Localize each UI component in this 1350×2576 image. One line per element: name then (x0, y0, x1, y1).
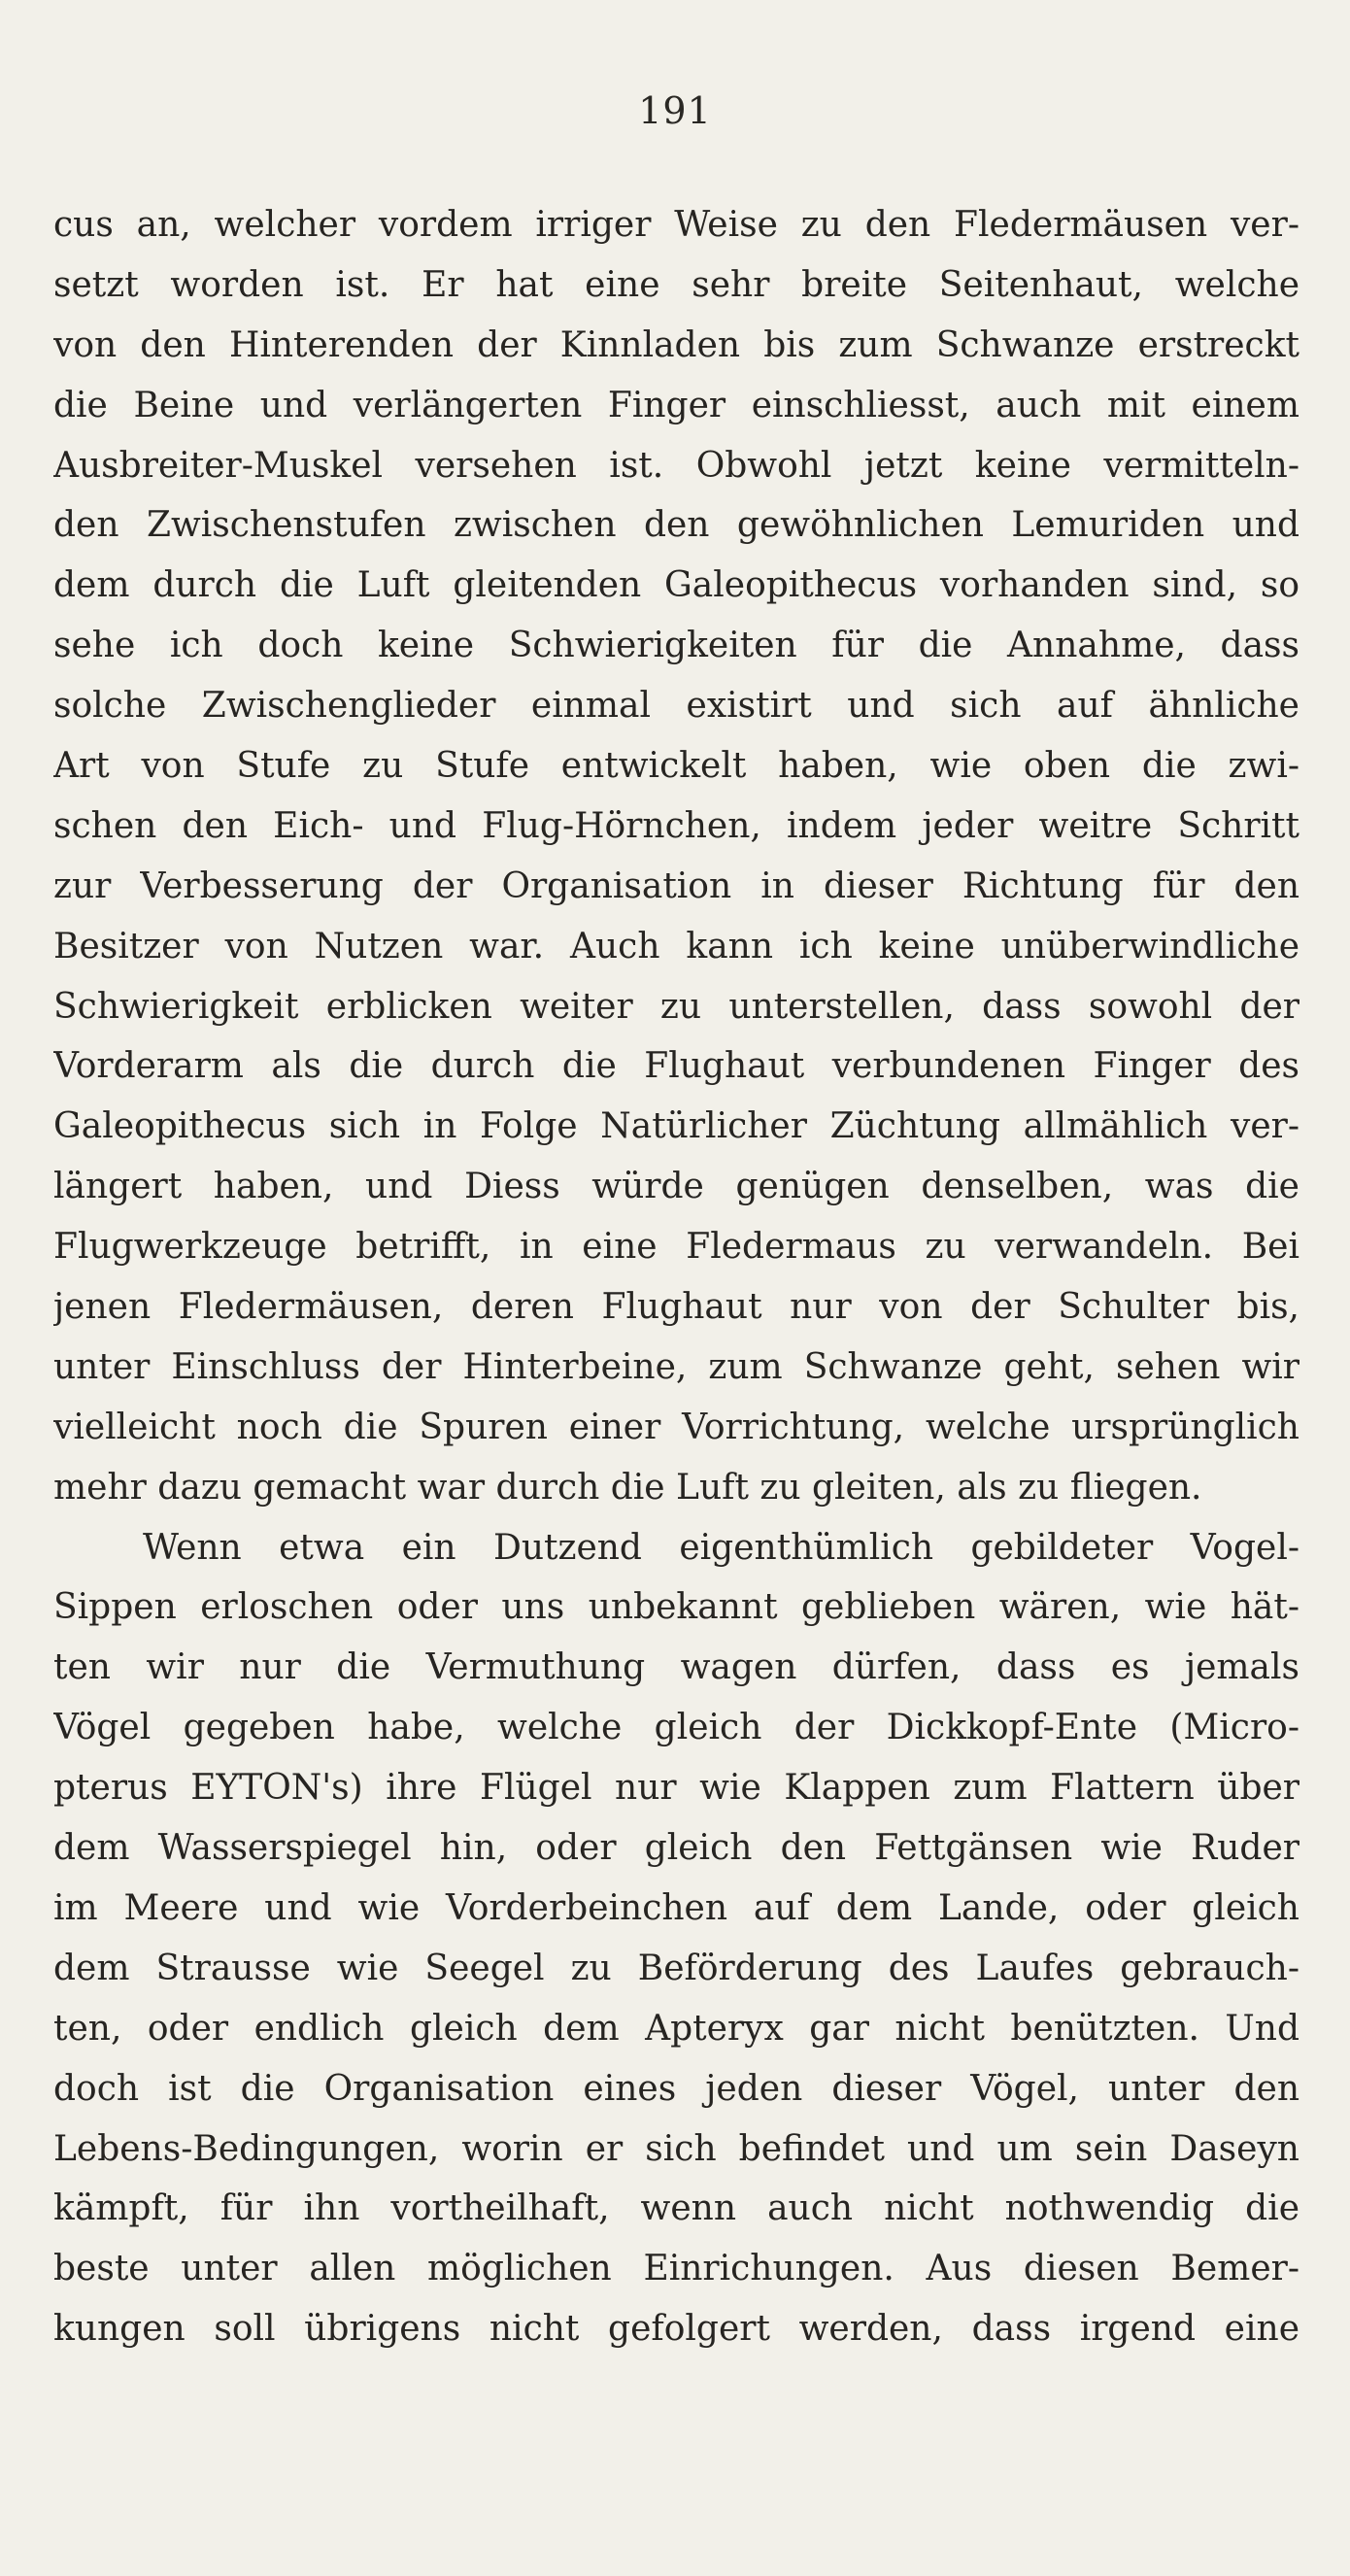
text-line: solche Zwischenglieder einmal existirt und sich auf ähnliche (53, 686, 1299, 727)
text-line: jenen Fledermäusen, deren Flughaut nur von der Schulter bis, (53, 1287, 1299, 1328)
body-text (53, 195, 1299, 2359)
text-line: zur Verbesserung der Organisation in dieser Richtung für den (53, 865, 1299, 906)
text-line: beste unter allen möglichen Einrichungen. Aus diesen Bemer- (53, 2249, 1299, 2289)
text-line: Galeopithecus sich in Folge Natürlicher Züchtung allmählich ver- (53, 1106, 1299, 1147)
paragraph-1 (53, 195, 1299, 1518)
text-line: unter Einschluss der Hinterbeine, zum Schwanze geht, sehen wir (53, 1346, 1299, 1387)
text-line: pterus EYTON's) ihre Flügel nur wie Klappen zum Flattern über (53, 1768, 1299, 1809)
text-line: schen den Eich- und Flug-Hörnchen, indem jeder weitre Schritt (53, 805, 1299, 846)
text-line: von den Hinterenden der Kinnladen bis zum Schwanze erstreckt (53, 324, 1299, 365)
text-line: Sippen erloschen oder uns unbekannt geblieben wären, wie hät- (53, 1587, 1299, 1628)
text-line: Vögel gegeben habe, welche gleich der Dickkopf-Ente (Micro- (53, 1708, 1299, 1748)
text-line: ten, oder endlich gleich dem Apteryx gar nicht benützten. Und (53, 2008, 1299, 2049)
text-line: Lebens-Bedingungen, worin er sich befindet und um sein Daseyn (53, 2128, 1299, 2169)
text-line: Wenn etwa ein Dutzend eigenthümlich gebildeter Vogel- (143, 1527, 1299, 1568)
page-number: 191 (638, 89, 712, 132)
text-line: längert haben, und Diess würde genügen denselben, was die (53, 1167, 1299, 1207)
text-line: dem Strausse wie Seegel zu Beförderung des Laufes gebrauch- (53, 1948, 1299, 1988)
text-line: kungen soll übrigens nicht gefolgert werden, dass irgend eine (53, 2309, 1299, 2350)
text-line: vielleicht noch die Spuren einer Vorrichtung, welche ursprünglich (53, 1407, 1299, 1447)
text-line: Besitzer von Nutzen war. Auch kann ich keine unüberwindliche (53, 926, 1299, 966)
text-line: Ausbreiter-Muskel versehen ist. Obwohl jetzt keine vermitteln- (53, 445, 1299, 486)
text-line: Schwierigkeit erblicken weiter zu unterstellen, dass sowohl der (53, 986, 1299, 1027)
paragraph-2 (53, 1518, 1299, 2359)
text-line: cus an, welcher vordem irriger Weise zu den Fledermäusen ver- (53, 205, 1299, 245)
text-line: kämpft, für ihn vortheilhaft, wenn auch nicht nothwendig die (53, 2188, 1299, 2229)
text-line: Vorderarm als die durch die Flughaut verbundenen Finger des (53, 1046, 1299, 1087)
text-line: im Meere und wie Vorderbeinchen auf dem Lande, oder gleich (53, 1887, 1299, 1928)
text-line: die Beine und verlängerten Finger einschliesst, auch mit einem (53, 385, 1299, 425)
text-line: doch ist die Organisation eines jeden dieser Vögel, unter den (53, 2068, 1299, 2109)
text-line: mehr dazu gemacht war durch die Luft zu gleiten, als zu fliegen. (53, 1467, 1202, 1508)
text-line: ten wir nur die Vermuthung wagen dürfen, dass es jemals (53, 1647, 1299, 1688)
text-line: Art von Stufe zu Stufe entwickelt haben, wie oben die zwi- (53, 746, 1299, 787)
text-line: dem Wasserspiegel hin, oder gleich den Fettgänsen wie Ruder (53, 1828, 1299, 1869)
text-line: den Zwischenstufen zwischen den gewöhnlichen Lemuriden und (53, 505, 1299, 546)
text-line: dem durch die Luft gleitenden Galeopithecus vorhanden sind, so (53, 565, 1299, 606)
text-line: sehe ich doch keine Schwierigkeiten für die Annahme, dass (53, 626, 1299, 666)
text-line: setzt worden ist. Er hat eine sehr breite Seitenhaut, welche (53, 264, 1299, 305)
text-line: Flugwerkzeuge betrifft, in eine Fledermaus zu verwandeln. Bei (53, 1227, 1299, 1268)
